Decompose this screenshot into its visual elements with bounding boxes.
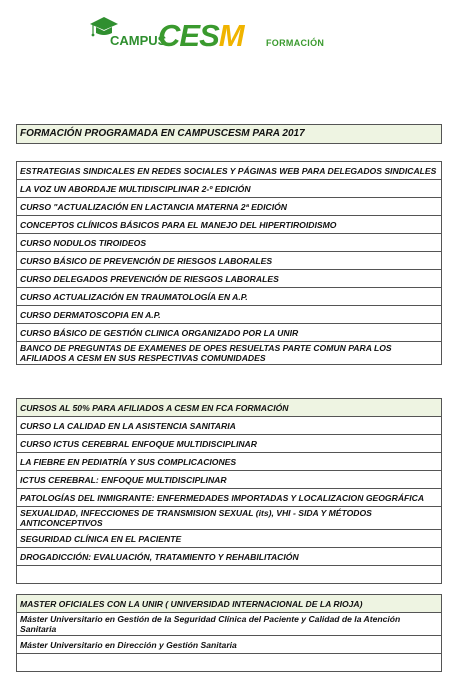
logo-cesm-text (158, 20, 244, 52)
table-row (17, 306, 442, 324)
table-row (17, 180, 442, 198)
section-header-cell: MASTER OFICIALES CON LA UNIR ( UNIVERSIDAD INTERNACIONAL DE LA RIOJA) (17, 595, 442, 613)
campus-cesm-logo (88, 14, 328, 58)
table-row (17, 548, 442, 566)
table-row (17, 530, 442, 548)
table-row (17, 507, 442, 530)
table-row (17, 342, 442, 365)
table-row (17, 435, 442, 453)
empty-row-cell (17, 654, 442, 672)
table-row-cell: DROGADICCIÓN: EVALUACIÓN, TRATAMIENTO Y REHABILITACIÓN (17, 548, 442, 566)
table-row (17, 636, 442, 654)
table-row-cell: ESTRATEGIAS SINDICALES EN REDES SOCIALES Y PÁGINAS WEB PARA DELEGADOS SINDICALES (17, 162, 442, 180)
table-row-cell: CURSO LA CALIDAD EN LA ASISTENCIA SANITARIA (17, 417, 442, 435)
table-row (17, 252, 442, 270)
section3-rows (17, 595, 442, 672)
table-row (17, 288, 442, 306)
table-row-cell: BANCO DE PREGUNTAS DE EXAMENES DE OPES RESUELTAS PARTE COMUN PARA LOS AFILIADOS A CESM EN SUS RESPECTIVAS COMUNIDADES (17, 342, 442, 365)
table-row (17, 216, 442, 234)
table-row (17, 162, 442, 180)
table-row-cell: CURSO "ACTUALIZACIÓN EN LACTANCIA MATERNA 2ª EDICIÓN (17, 198, 442, 216)
table-row (17, 234, 442, 252)
empty-row-cell (17, 566, 442, 584)
table-row-cell: CURSO DELEGADOS PREVENCIÓN DE RIESGOS LABORALES (17, 270, 442, 288)
table-row-cell: CURSO BÁSICO DE GESTIÓN CLINICA ORGANIZADO POR LA UNIR (17, 324, 442, 342)
table-row-cell: CURSO NODULOS TIROIDEOS (17, 234, 442, 252)
section2-rows (17, 399, 442, 584)
table-row (17, 453, 442, 471)
logo-m: M (218, 18, 244, 53)
table-row (17, 270, 442, 288)
table-row-cell: LA FIEBRE EN PEDIATRÍA Y SUS COMPLICACIONES (17, 453, 442, 471)
table-row-cell: ICTUS CEREBRAL: ENFOQUE MULTIDISCIPLINAR (17, 471, 442, 489)
table-row-cell: CONCEPTOS CLÍNICOS BÁSICOS PARA EL MANEJO DEL HIPERTIROIDISMO (17, 216, 442, 234)
table-row-cell: CURSO DERMATOSCOPIA EN A.P. (17, 306, 442, 324)
section-header (17, 595, 442, 613)
table-row-cell: Máster Universitario en Gestión de la Seguridad Clínica del Paciente y Calidad de la Atención Sanitaria (17, 613, 442, 636)
page-title: FORMACIÓN PROGRAMADA EN CAMPUSCESM PARA 2017 (17, 125, 442, 144)
empty-row (17, 566, 442, 584)
table-row-cell: SEGURIDAD CLÍNICA EN EL PACIENTE (17, 530, 442, 548)
title-table (16, 124, 442, 144)
section-header-cell: CURSOS AL 50% PARA AFILIADOS A CESM EN FCA FORMACIÓN (17, 399, 442, 417)
table-row-cell: CURSO BÁSICO DE PREVENCIÓN DE RIESGOS LABORALES (17, 252, 442, 270)
table-row-cell: CURSO ACTUALIZACIÓN EN TRAUMATOLOGÍA EN A.P. (17, 288, 442, 306)
table-row (17, 471, 442, 489)
table-row-cell: CURSO ICTUS CEREBRAL ENFOQUE MULTIDISCIPLINAR (17, 435, 442, 453)
section-header (17, 399, 442, 417)
table-row (17, 613, 442, 636)
table-row (17, 417, 442, 435)
table-row (17, 324, 442, 342)
table-row (17, 198, 442, 216)
section1-rows (17, 162, 442, 365)
section2-table (16, 398, 442, 584)
logo-formacion-text: FORMACIÓN (266, 38, 325, 48)
logo-ces: CES (158, 18, 219, 53)
section3-table (16, 594, 442, 672)
section1-table (16, 161, 442, 365)
table-row-cell: SEXUALIDAD, INFECCIONES DE TRANSMISION SEXUAL (its), VHI - SIDA Y MÉTODOS ANTICONCEPTIVOS (17, 507, 442, 530)
table-row (17, 489, 442, 507)
table-row-cell: PATOLOGÍAS DEL INMIGRANTE: ENFERMEDADES IMPORTADAS Y LOCALIZACION GEOGRÁFICA (17, 489, 442, 507)
logo-campus-text: CAMPUS (110, 33, 167, 48)
table-row-cell: Máster Universitario en Dirección y Gestión Sanitaria (17, 636, 442, 654)
table-row-cell: LA VOZ UN ABORDAJE MULTIDISCIPLINAR 2-º EDICIÓN (17, 180, 442, 198)
empty-row (17, 654, 442, 672)
